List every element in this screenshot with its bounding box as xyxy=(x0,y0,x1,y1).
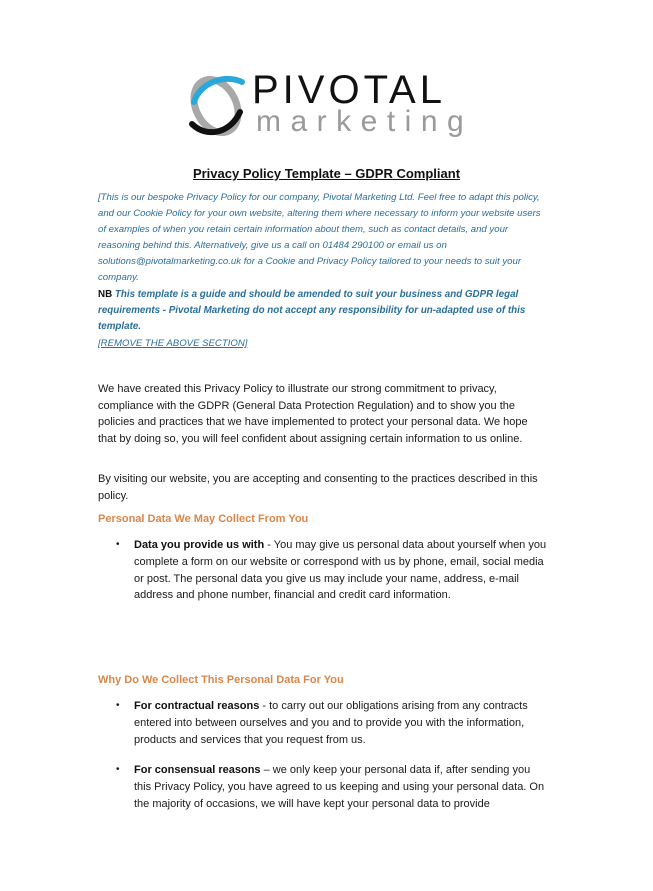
nb-disclaimer xyxy=(98,287,548,335)
section-heading-why-collect: Why Do We Collect This Personal Data For You xyxy=(98,674,344,686)
bullet-text: - You may give us personal data about yourself when you complete a form on our website or correspond with us by phone, email, social media or post. The personal data you give us may include your name, address, e-mail address and phone number, financial and credit card information. xyxy=(134,539,547,602)
pivotal-marketing-logo xyxy=(186,68,474,140)
section-heading-personal-data: Personal Data We May Collect From You xyxy=(98,513,309,525)
bullet-icon: • xyxy=(116,764,120,775)
bullet-text: - to carry out our obligations arising from any contracts entered into between ourselves and you and to provide you with the information, products and services that you request from us. xyxy=(134,700,528,746)
list-item xyxy=(116,537,548,604)
list-item xyxy=(116,698,548,748)
swoosh-logo-icon xyxy=(186,72,248,138)
bullet-bold-label: For consensual reasons xyxy=(134,764,261,776)
logo-brand-sub: marketing xyxy=(256,105,474,138)
bullet-icon: • xyxy=(116,539,120,550)
paragraph-consent: By visiting our website, you are accepting and consenting to the practices described in this policy. xyxy=(98,473,538,502)
nb-label: NB xyxy=(98,289,113,300)
logo-brand-word: PIVOTAL xyxy=(252,68,446,112)
bullet-bold-label: Data you provide us with xyxy=(134,539,265,551)
intro-note: [This is our bespoke Privacy Policy for our company, Pivotal Marketing Ltd. Feel free to adapt this policy, and our Cookie Policy for your own website, altering them where necessary to inform your website users of examples of when you retain certain information about them, such as contact details, and your reasoning behind this. Alternatively, give us a call on 01484 290100 or email us on solutions@pivotalmarketing.co.uk for a Cookie and Privacy Policy tailored to your needs to suit your company. xyxy=(98,192,541,283)
document-title: Privacy Policy Template – GDPR Compliant xyxy=(192,166,461,181)
paragraph-commitment: We have created this Privacy Policy to illustrate our strong commitment to privacy, compliance with the GDPR (General Data Protection Regulation) and to show you the policies and practices that we have implemented to protect your personal data. We hope that by doing so, you will feel confident about assigning certain information to us online. xyxy=(98,383,528,445)
list-item xyxy=(116,762,548,812)
remove-section-note: [REMOVE THE ABOVE SECTION] xyxy=(98,338,248,349)
bullet-bold-label: For contractual reasons xyxy=(134,700,260,712)
nb-text: This template is a guide and should be amended to suit your business and GDPR legal requirements - Pivotal Marketing do not accept any responsibility for un-adapted use of this template. xyxy=(98,289,526,332)
bullet-text: – we only keep your personal data if, after sending you this Privacy Policy, you have agreed to us keeping and using your personal data. On the majority of occasions, we will have kept your personal data to provide xyxy=(134,764,545,810)
bullet-icon: • xyxy=(116,700,120,711)
